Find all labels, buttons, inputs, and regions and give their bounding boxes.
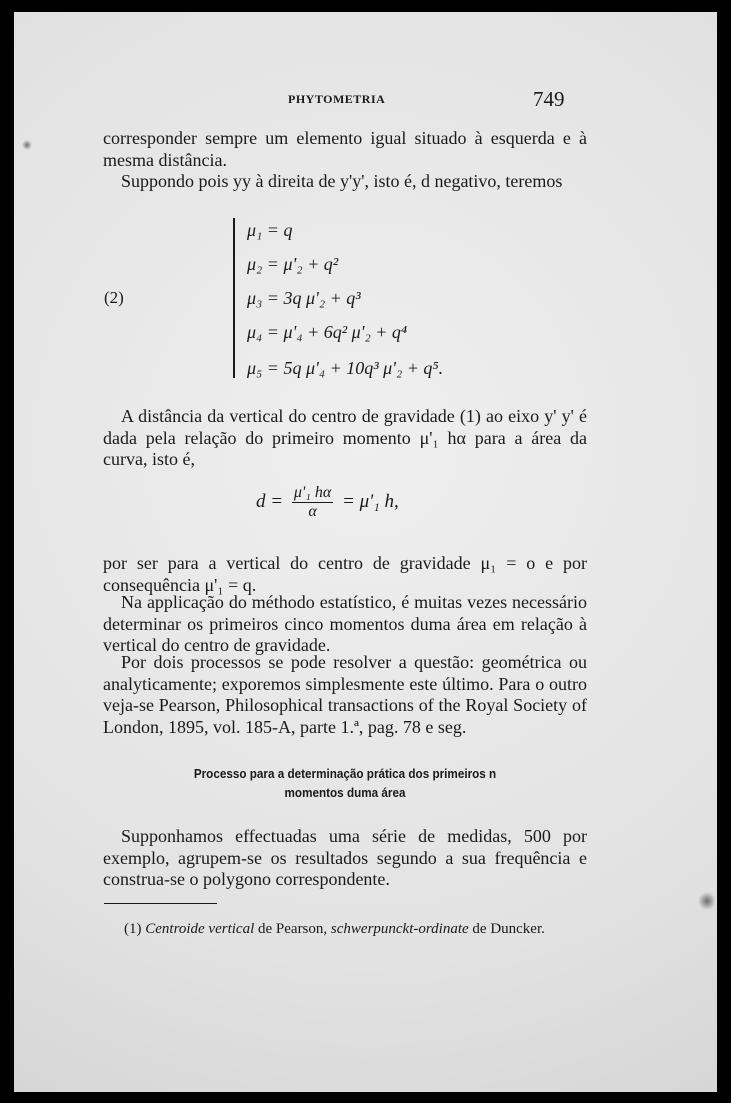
equation-line: μ₄ = μ'₄ + 6q² μ'₂ + q⁴ — [247, 322, 408, 342]
equation-line: μ₁ = q — [247, 220, 293, 240]
footnote-joiner1: de Pearson, — [258, 921, 328, 937]
equation-line: μ₂ = μ'₂ + q² — [247, 254, 339, 274]
running-title: PHYTOMETRIA — [288, 92, 386, 106]
footnote-term2: schwerpunckt-ordinate — [330, 921, 469, 937]
equation-line: μ₅ = 5q μ'₄ + 10q³ μ'₂ + q⁵. — [247, 358, 444, 378]
scan-spot — [698, 892, 716, 910]
paragraph-distance: A distância da vertical do centro de gravidade (1) ao eixo y' y' é dada pela relação do primeiro momento μ'₁ hα para a área da curva, isto é, — [103, 406, 587, 469]
paragraph-after-formula: por ser para a vertical do centro de gravidade μ₁ = o e por consequência μ'₁ = q. — [103, 553, 587, 595]
paragraph-application: Na applicação do méthodo estatístico, é muitas vezes necessário determinar os primeiros cinco momentos duma área em relação à vertical do centro de gravidade. — [103, 592, 587, 655]
formula-rhs: = μ'₁ h, — [342, 490, 399, 512]
scan-spot — [22, 140, 32, 150]
page-number: 749 — [533, 87, 565, 111]
equation-number: (2) — [104, 288, 124, 307]
equation-brace — [233, 218, 243, 378]
footnote-marker: (1) — [124, 921, 142, 937]
paragraph-processes: Por dois processos se pode resolver a questão: geométrica ou analyticamente; exporemos simplesmente este último. Para o outro veja-se Pearson, Philosophical transactions of the Royal Society of London, 1895, vol. 185-A, parte 1.ª, pag. 78 e seg. — [103, 652, 587, 737]
section-title-line1: Processo para a determinação prática dos primeiros n — [193, 766, 497, 781]
section-title — [127, 764, 563, 802]
formula-fraction — [292, 484, 333, 521]
footnote-joiner2: de Duncker. — [472, 921, 545, 937]
paragraph-continuation: corresponder sempre um elemento igual situado à esquerda e à mesma distância. — [103, 128, 587, 170]
section-title-line2: momentos duma área — [284, 785, 406, 800]
footnote-term1: Centroide vertical — [145, 921, 255, 937]
formula-denominator: α — [308, 503, 317, 520]
paragraph-supponho: Suppondo pois yy à direita de y'y', isto é, d negativo, teremos — [121, 171, 563, 191]
formula-numerator: μ'₁ hα — [293, 484, 332, 501]
paragraph-suppose: Supponhamos effectuadas uma série de medidas, 500 por exemplo, agrupem-se os resultados segundo a sua frequência e construa-se o polygono correspondente. — [103, 826, 587, 889]
footnote — [124, 921, 545, 938]
formula-lhs: d = — [256, 490, 284, 512]
footnote-rule — [104, 903, 217, 904]
formula-d — [256, 484, 399, 521]
equation-line: μ₃ = 3q μ'₂ + q³ — [247, 288, 361, 308]
